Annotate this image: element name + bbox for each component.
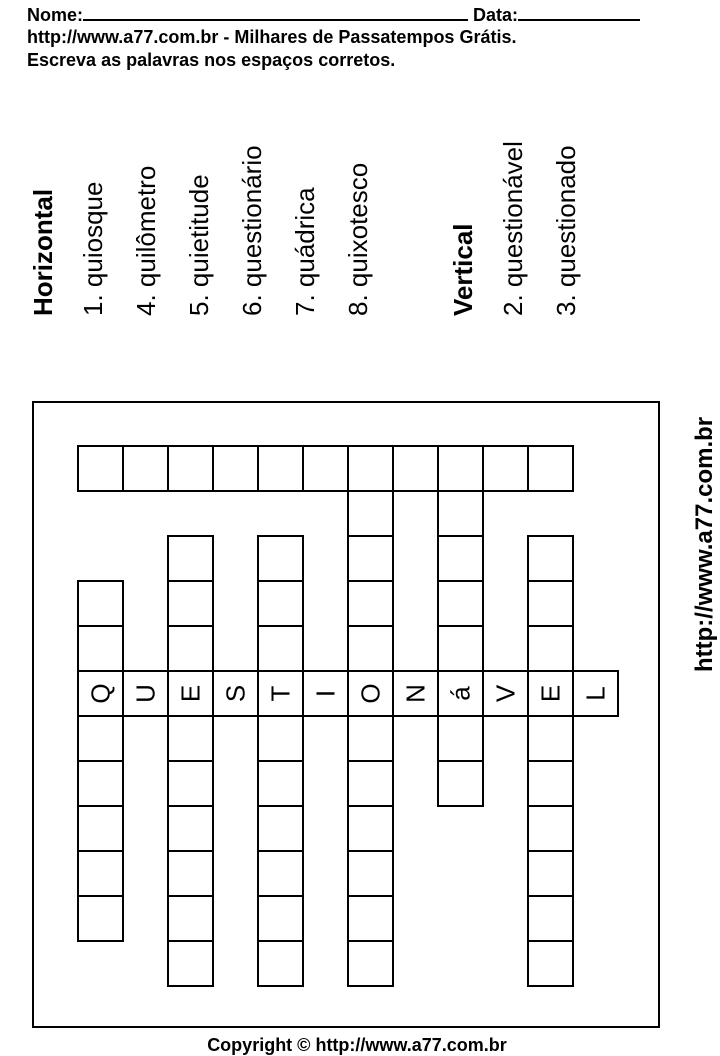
grid-cell[interactable] <box>258 851 303 896</box>
grid-letter: E <box>535 684 566 703</box>
grid-cell[interactable] <box>438 581 483 626</box>
grid-cell[interactable] <box>78 806 123 851</box>
grid-cell[interactable] <box>168 761 213 806</box>
grid-cell[interactable] <box>528 896 573 941</box>
grid-cell[interactable] <box>168 671 213 716</box>
grid-cell[interactable] <box>528 626 573 671</box>
grid-cell[interactable] <box>78 851 123 896</box>
grid-cell[interactable] <box>168 806 213 851</box>
grid-cell[interactable] <box>573 671 618 716</box>
clue-horizontal-1: 1. quiosque <box>78 181 108 316</box>
grid-cell[interactable] <box>213 671 258 716</box>
grid-cell[interactable] <box>258 896 303 941</box>
grid-cell[interactable] <box>348 581 393 626</box>
grid-cell[interactable] <box>348 626 393 671</box>
vertical-title: Vertical <box>448 223 478 316</box>
grid-cell[interactable] <box>168 896 213 941</box>
grid-cell[interactable] <box>258 806 303 851</box>
clue-list <box>28 116 588 316</box>
name-field[interactable] <box>83 3 468 21</box>
grid-cell[interactable] <box>168 626 213 671</box>
site-line: http://www.a77.com.br - Milhares de Passatempos Grátis. <box>27 27 517 47</box>
clue-horizontal-4: 4. quilômetro <box>131 165 161 316</box>
grid-cell[interactable] <box>258 581 303 626</box>
grid-cell[interactable] <box>438 491 483 536</box>
grid-cell[interactable] <box>78 626 123 671</box>
side-url: http://www.a77.com.br <box>691 416 718 672</box>
grid-cell[interactable] <box>438 626 483 671</box>
grid-cell[interactable] <box>438 761 483 806</box>
grid-cell[interactable] <box>258 716 303 761</box>
date-field[interactable] <box>518 3 640 21</box>
grid-cell[interactable] <box>348 446 393 491</box>
grid-cell[interactable] <box>78 581 123 626</box>
grid-cell[interactable] <box>483 446 528 491</box>
grid-cell[interactable] <box>168 716 213 761</box>
grid-cell[interactable] <box>78 761 123 806</box>
grid-cell[interactable] <box>393 446 438 491</box>
clue-vertical-2: 2. questionável <box>498 141 528 316</box>
grid-cell[interactable] <box>528 581 573 626</box>
grid-cell[interactable] <box>528 761 573 806</box>
clue-horizontal-8: 8. quixotesco <box>343 162 373 316</box>
clue-horizontal-7: 7. quádrica <box>290 187 320 316</box>
grid-cell[interactable] <box>348 896 393 941</box>
grid-cell[interactable] <box>168 941 213 986</box>
grid-cell[interactable] <box>168 536 213 581</box>
clue-horizontal-5: 5. quietitude <box>184 174 214 316</box>
grid-cell[interactable] <box>213 446 258 491</box>
grid-cell[interactable] <box>483 671 528 716</box>
grid-cell[interactable] <box>528 806 573 851</box>
name-label: Nome: <box>27 5 84 25</box>
grid-cell[interactable] <box>123 671 168 716</box>
grid-letter: I <box>310 689 341 698</box>
grid-cell[interactable] <box>528 536 573 581</box>
grid-cell[interactable] <box>348 536 393 581</box>
grid-cell[interactable] <box>123 446 168 491</box>
grid-cell[interactable] <box>348 806 393 851</box>
grid-letter: O <box>355 683 386 704</box>
horizontal-title: Horizontal <box>28 188 58 316</box>
grid-cell[interactable] <box>348 851 393 896</box>
grid-letter: E <box>175 684 206 703</box>
grid-cell[interactable] <box>258 671 303 716</box>
grid-cell[interactable] <box>528 851 573 896</box>
grid-cell[interactable] <box>78 716 123 761</box>
grid-cell[interactable] <box>78 671 123 716</box>
grid-cell[interactable] <box>528 941 573 986</box>
clue-vertical-3: 3. questionado <box>551 145 581 316</box>
grid-cell[interactable] <box>168 446 213 491</box>
grid-letter: L <box>580 686 611 701</box>
grid-letter: á <box>445 686 476 701</box>
grid-cell[interactable] <box>348 761 393 806</box>
grid-cell[interactable] <box>438 446 483 491</box>
grid-cell[interactable] <box>303 671 348 716</box>
header-line-name-date <box>27 3 640 25</box>
grid-cell[interactable] <box>258 941 303 986</box>
grid-cell[interactable] <box>168 851 213 896</box>
grid-letter: S <box>220 684 251 703</box>
date-label: Data: <box>473 5 519 25</box>
grid-cell[interactable] <box>303 446 348 491</box>
copyright: Copyright © http://www.a77.com.br <box>207 1035 507 1055</box>
grid-cell[interactable] <box>348 941 393 986</box>
grid-cell[interactable] <box>438 716 483 761</box>
grid-cell[interactable] <box>258 626 303 671</box>
grid-cell[interactable] <box>528 671 573 716</box>
grid-cell[interactable] <box>78 446 123 491</box>
grid-cell[interactable] <box>168 581 213 626</box>
clue-horizontal-6: 6. questionário <box>237 145 267 316</box>
grid-letter: N <box>400 684 431 703</box>
grid-cell[interactable] <box>348 491 393 536</box>
grid-cell[interactable] <box>438 671 483 716</box>
grid-letter: Q <box>85 683 116 704</box>
grid-cell[interactable] <box>258 446 303 491</box>
grid-cell[interactable] <box>78 896 123 941</box>
grid-cell[interactable] <box>393 671 438 716</box>
grid-cell[interactable] <box>528 446 573 491</box>
grid-cell[interactable] <box>258 536 303 581</box>
grid-letter: U <box>130 684 161 703</box>
grid-cell[interactable] <box>348 671 393 716</box>
instructions: Escreva as palavras nos espaços corretos. <box>27 50 396 70</box>
grid-cell[interactable] <box>258 761 303 806</box>
grid-cell[interactable] <box>528 716 573 761</box>
grid-cell[interactable] <box>438 536 483 581</box>
grid-letter: V <box>490 684 521 703</box>
grid-letter: T <box>265 685 296 702</box>
grid-cell[interactable] <box>348 716 393 761</box>
